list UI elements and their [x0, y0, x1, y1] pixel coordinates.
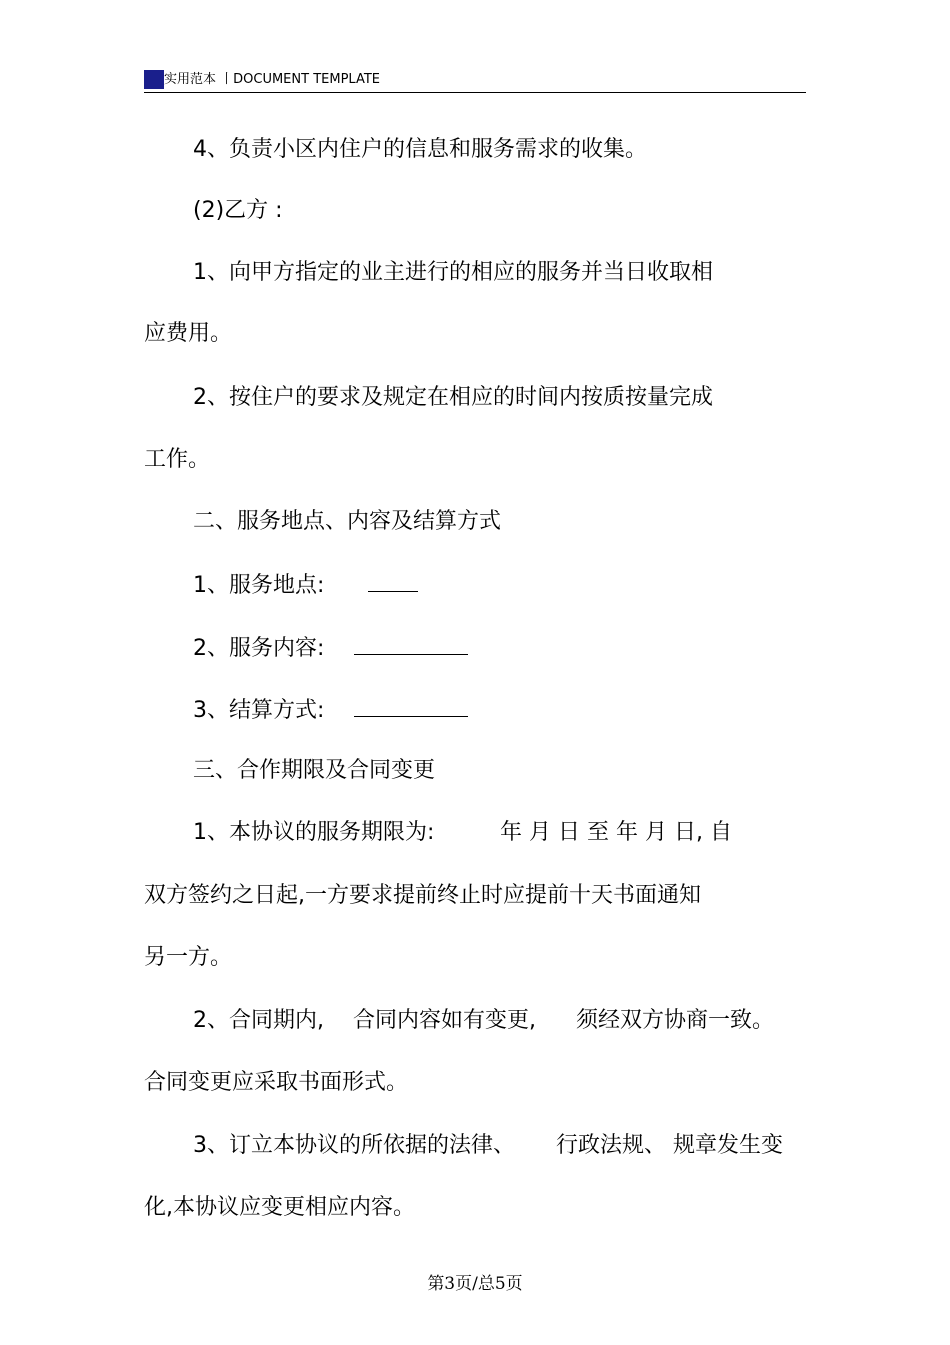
section-heading: 二、服务地点、内容及结算方式 — [193, 509, 502, 534]
paragraph-line: 3、订立本协议的所依据的法律、 — [193, 1133, 515, 1158]
paragraph-line: 2、合同期内, — [193, 1008, 324, 1033]
service-content-label: 2、服务内容: — [193, 636, 325, 661]
paragraph-line: 年 月 日 至 年 月 日, 自 — [500, 820, 732, 845]
paragraph-line: (2)乙方 : — [193, 198, 283, 223]
paragraph-line: 行政法规、 规章发生变 — [556, 1133, 783, 1158]
paragraph-line: 另一方。 — [144, 945, 233, 970]
settlement-line — [193, 696, 468, 724]
paragraph-line: 化,本协议应变更相应内容。 — [144, 1195, 415, 1220]
paragraph-line: 1、向甲方指定的业主进行的相应的服务并当日收取相 — [193, 260, 713, 285]
settlement-label: 3、结算方式: — [193, 698, 325, 723]
logo-square-icon — [144, 70, 164, 89]
paragraph-line: 2、按住户的要求及规定在相应的时间内按质按量完成 — [193, 385, 713, 410]
header-title: 实用范本 丨DOCUMENT TEMPLATE — [164, 72, 380, 87]
paragraph-line: 工作。 — [144, 447, 211, 472]
service-location-blank — [368, 571, 418, 592]
service-content-blank — [354, 634, 468, 655]
service-location-label: 1、服务地点: — [193, 573, 325, 598]
section-heading: 三、合作期限及合同变更 — [193, 758, 436, 783]
header-rule — [144, 92, 806, 93]
paragraph-line: 合同内容如有变更, — [353, 1008, 536, 1033]
paragraph-line: 须经双方协商一致。 — [576, 1008, 775, 1033]
service-content-line — [193, 634, 468, 662]
paragraph-line: 合同变更应采取书面形式。 — [144, 1070, 409, 1095]
paragraph-line: 应费用。 — [144, 321, 233, 346]
paragraph-line: 4、负责小区内住户的信息和服务需求的收集。 — [193, 137, 647, 162]
page-number: 第3页/总5页 — [427, 1274, 523, 1294]
paragraph-line: 双方签约之日起,一方要求提前终止时应提前十天书面通知 — [144, 883, 701, 908]
settlement-blank — [354, 696, 468, 717]
page-header — [144, 70, 806, 94]
service-location-line — [193, 571, 418, 599]
paragraph-line: 1、本协议的服务期限为: — [193, 820, 435, 845]
